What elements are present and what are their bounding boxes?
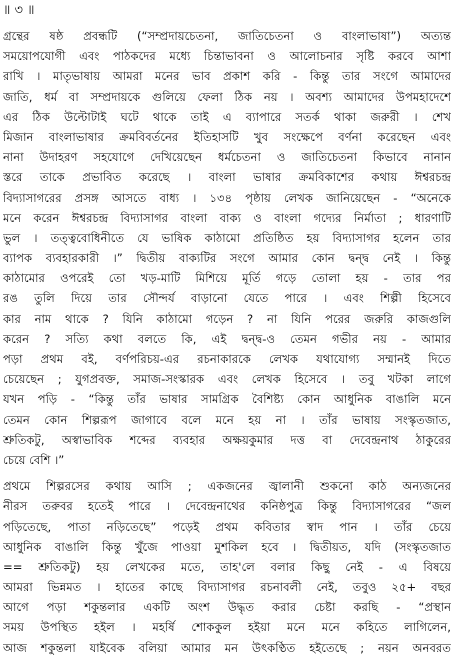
document-page [3,0,451,655]
section-heading: ॥ ৩ ॥ [3,3,35,18]
text-line: নানা উদাহরণ সহযোগে দেখিয়েছেন ধর্মচেতনা ও জাতিচেতনা কিভাবে নানান [3,150,451,165]
text-line: ব্যাপক ব্যবহারকারী ।” দ্বিতীয় বাক্যটির সংগে আমার কোন দ্বন্দ্ব নেই । কিন্তু [3,251,451,266]
text-line: সময় উপস্থিত হইল । মহর্ষি শোককুল হইয়া মনে মনে কহিতে লাগিলেন, [3,620,451,635]
text-line: চেয়ে বেশি ।” [3,452,65,467]
text-line: তেমন কোন শিল্পরূপ জাগাবে বলে মনে হয় না । তাঁর ভাষায় সংস্কৃতজাত, [3,412,451,427]
text-line: পড়া প্রথম বই, বর্ণপরিচয়-এর রচনাকারকে লেখক যথাযোগ্য সম্মানই দিতে [3,352,451,366]
text-line: আজ শকুন্তলা যাইবেক বলিয়া আমার মন উৎকণ্ঠিত হইতেছে ; নয়ন অনবরত [3,640,451,655]
text-line: কার নাম থাকে ? যিনি কাঠামো গড়েন ? না যিনি পরের জরুরি কাজগুলি [3,311,451,326]
text-line: বিদ্যাসাগরের প্রসঙ্গ আসতে বাধ্য । ১৩৪ পৃষ্ঠায় লেখক জানিয়েছেন - “অনেকে [3,190,451,205]
text-line: শ্রুতিকটু, অস্বাভাবিক শব্দের ব্যবহার অক্ষয়কুমার দত্ত বা দেবেন্দ্রনাথ ঠাকুরের [3,432,451,447]
text-line: গ্রন্থের ষষ্ঠ প্রবন্ধটি (“সম্প্রদায়চেতনা, জাতিচেতনা ও বাংলাভাষা”) অত্যন্ত [3,29,451,43]
text-line: নীরস তরুবর হতেই পারে । দেবেন্দ্রনাথের কনিষ্ঠপুত্র কিন্তু বিদ্যাসাগরের “জল [3,499,451,514]
text-line: আগে পড়া শকুন্তলার একটি অংশ উদ্ধৃত করার চেষ্টা করছি - “প্রস্থান [3,600,451,615]
text-line: স্তরে তাকে প্রভাবিত করেছে । বাংলা ভাষার ক্রমবিকাশের কথায় ঈশ্বরচন্দ্র [3,170,451,185]
paragraph-2 [3,476,451,658]
text-line: সময়োপযোগী এবং পাঠকদের মধ্যে চিন্তাভাবনা ও আলোচনার সৃষ্টি করবে আশা [3,49,451,64]
text-line: চেয়েছেন ; যুগপ্রবক্ত, সমাজ-সংস্কারক এবং লেখক হিসেবে । তবু খটকা লাগে [3,372,451,387]
text-line: প্রথমে শিল্পরসের কথায় আসি ; একজনের জ্বালানী শুকনো কাঠ অন্যজনের [3,479,451,494]
text-line: মনে করেন ঈশ্বরচন্দ্র বিদ্যাসাগর বাংলা বাক্য ও বাংলা গদ্যের নির্মাতা ; ধারণাটি [3,210,451,225]
text-line: ভুল । তত্ত্ববোধিনীতে যে ভাষিক কাঠামো প্রতিষ্ঠিত হয় বিদ্যাসাগর হলেন তার [3,230,451,245]
text-line: এর ঠিক উল্টোটাই ঘটে থাকে তাই এ ব্যাপারে সতর্ক থাকা জরুরী । শেখ [3,109,451,124]
text-line: আধুনিক বাঙালি কিন্তু খুঁজে পাওয়া মুশকিল হবে । দ্বিতীয়ত, যদি (সংস্কৃতজাত [3,539,451,554]
text-line: জাতি, ধর্ম বা সম্প্রদায়কে গুলিয়ে ফেলা ঠিক নয় । অবশ্য আমাদের উপমহাদেশে [3,89,451,104]
text-line: পড়িতেছে, পাতা নড়িতেছে” পড়েই প্রথম কবিতার স্বাদ পান । তাঁর চেয়ে [3,519,451,534]
text-line: যখন পড়ি - “কিন্তু তাঁর ভাষার সামগ্রিক বৈশিষ্ট্য কোন আধুনিক বাঙালি মনে [3,392,451,407]
text-line: রাখি । মাতৃভাষায় আমরা মনের ভাব প্রকাশ করি - কিন্তু তার সংগে আমাদের [3,69,451,84]
text-line: == শ্রুতিকটু) হয় লেখকের মতে, তাহ'লে বলার কিছু নেই - এ বিষয়ে [3,559,451,574]
text-line: আমরা ভিন্নমত । হাতের কাছে বিদ্যাসাগর রচনাবলী নেই, তবুও ২৫+ বছর [3,580,451,595]
text-line: মিজান বাংলাভাষার ক্রমবিবর্তনের ইতিহাসটি খুব সংক্ষেপে বর্ণনা করেছেন এবং [3,129,451,144]
text-line: কাঠামোর ওপরেই তো খড়-মাটি মিশিয়ে মূর্তি গড়ে তোলা হয় - তার পর [3,271,451,286]
text-line: করেন ? সত্যি কথা বলতে কি, এই দ্বন্দ্ব-ও তেমন গভীর নয় - আমার [3,331,451,346]
text-line: রঙ তুলি দিয়ে তার সৌন্দর্য বাড়ানো যেতে পারে । এবং শিল্পী হিসেবে [3,291,451,306]
paragraph-1 [3,26,451,470]
